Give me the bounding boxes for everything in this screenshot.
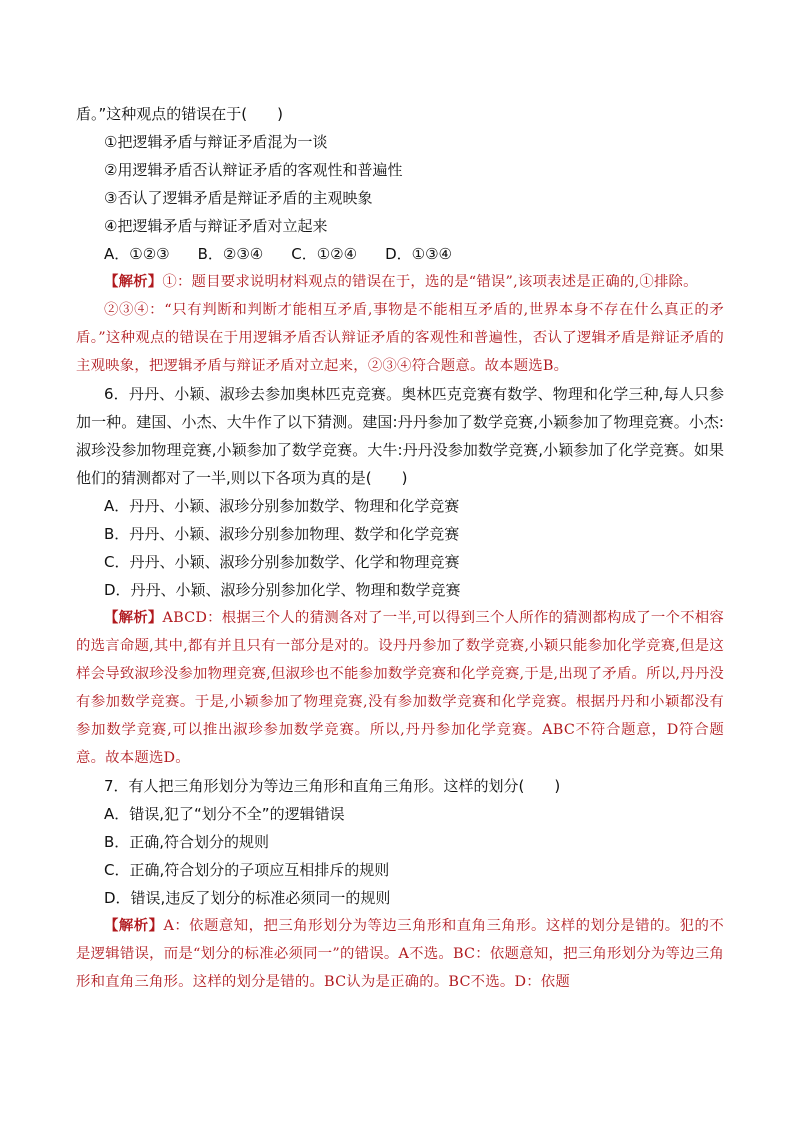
analysis-tag: 【解析】 — [104, 273, 163, 290]
q7-option-c: C．正确,符合划分的子项应互相排斥的规则 — [104, 861, 390, 879]
q5-analysis-p1 — [76, 268, 724, 296]
analysis-tag: 【解析】 — [104, 917, 164, 934]
q7-analysis — [76, 912, 724, 996]
q6-stem: 6．丹丹、小颖、淑珍去参加奥林匹克竞赛。奥林匹克竞赛有数学、物理和化学三种,每人只参加一种。建国、小杰、大牛作了以下猜测。建国:丹丹参加了数学竞赛,小颖参加了物理竞赛。小杰:淑珍没参加物理竞赛,小颖参加了数学竞赛。大牛:丹丹没参加数学竞赛,小颖参加了化学竞赛。如果他们的猜测都对了一半,则以下各项为真的是( ) — [76, 385, 724, 487]
q5-option-a: A．①②③ — [104, 245, 170, 263]
analysis-tag: 【解析】 — [104, 609, 163, 626]
q5-item-3: ③否认了逻辑矛盾是辩证矛盾的主观映象 — [104, 189, 373, 207]
q6-option-b: B．丹丹、小颖、淑珍分别参加物理、数学和化学竞赛 — [104, 525, 460, 543]
q7-analysis-text: A：依题意知，把三角形划分为等边三角形和直角三角形。这样的划分是错的。犯的不是逻辑错误，而是“划分的标准必须同一”的错误。A不选。BC：依题意知，把三角形划分为等边三角形和直角三角形。这样的划分是错的。BC认为是正确的。BC不选。D：依题 — [76, 918, 724, 990]
q5-option-c: C．①②④ — [291, 245, 358, 263]
q7-option-d: D．错误,违反了划分的标准必须同一的规则 — [104, 889, 391, 907]
q7-stem: 7．有人把三角形划分为等边三角形和直角三角形。这样的划分( ) — [104, 777, 561, 795]
q6-option-d: D．丹丹、小颖、淑珍分别参加化学、物理和数学竞赛 — [104, 581, 461, 599]
q5-options — [76, 240, 724, 268]
q7-option-b: B．正确,符合划分的规则 — [104, 833, 270, 851]
q6-analysis — [76, 604, 724, 772]
q6-analysis-text: ABCD：根据三个人的猜测各对了一半,可以得到三个人所作的猜测都构成了一个不相容的选言命题,其中,都有并且只有一部分是对的。设丹丹参加了数学竞赛,小颖只能参加化学竞赛,但是这样会导致淑珍没参加物理竞赛,但淑珍也不能参加数学竞赛和化学竞赛,于是,出现了矛盾。所以,丹丹没有参加数学竞赛。于是,小颖参加了物理竞赛,没有参加数学竞赛和化学竞赛。根据丹丹和小颖都没有参加数学竞赛,可以推出淑珍参加数学竞赛。所以,丹丹参加化学竞赛。ABC不符合题意，D符合题意。故本题选D。 — [76, 610, 724, 766]
q5-analysis-p1-text: ①：题目要求说明材料观点的错误在于，选的是“错误”,该项表述是正确的,①排除。 — [162, 274, 698, 290]
q7-option-a: A．错误,犯了“划分不全”的逻辑错误 — [104, 805, 345, 823]
q5-item-1: ①把逻辑矛盾与辩证矛盾混为一谈 — [104, 133, 328, 151]
q5-item-2: ②用逻辑矛盾否认辩证矛盾的客观性和普遍性 — [104, 161, 403, 179]
q5-item-4: ④把逻辑矛盾与辩证矛盾对立起来 — [104, 217, 328, 235]
q6-option-c: C．丹丹、小颖、淑珍分别参加数学、化学和物理竞赛 — [104, 553, 460, 571]
q5-stem-tail: 盾。”这种观点的错误在于( ) — [76, 105, 283, 123]
q6-option-a: A．丹丹、小颖、淑珍分别参加数学、物理和化学竞赛 — [104, 497, 460, 515]
q5-option-b: B．②③④ — [197, 245, 264, 263]
q5-option-d: D．①③④ — [385, 245, 452, 263]
document-page — [76, 100, 724, 996]
q5-analysis-p2: ②③④：“只有判断和判断才能相互矛盾,事物是不能相互矛盾的,世界本身不存在什么真正的矛盾。”这种观点的错误在于用逻辑矛盾否认辩证矛盾的客观性和普遍性，否认了逻辑矛盾是辩证矛盾的主观映象，把逻辑矛盾与辩证矛盾对立起来，②③④符合题意。故本题选B。 — [76, 302, 724, 374]
